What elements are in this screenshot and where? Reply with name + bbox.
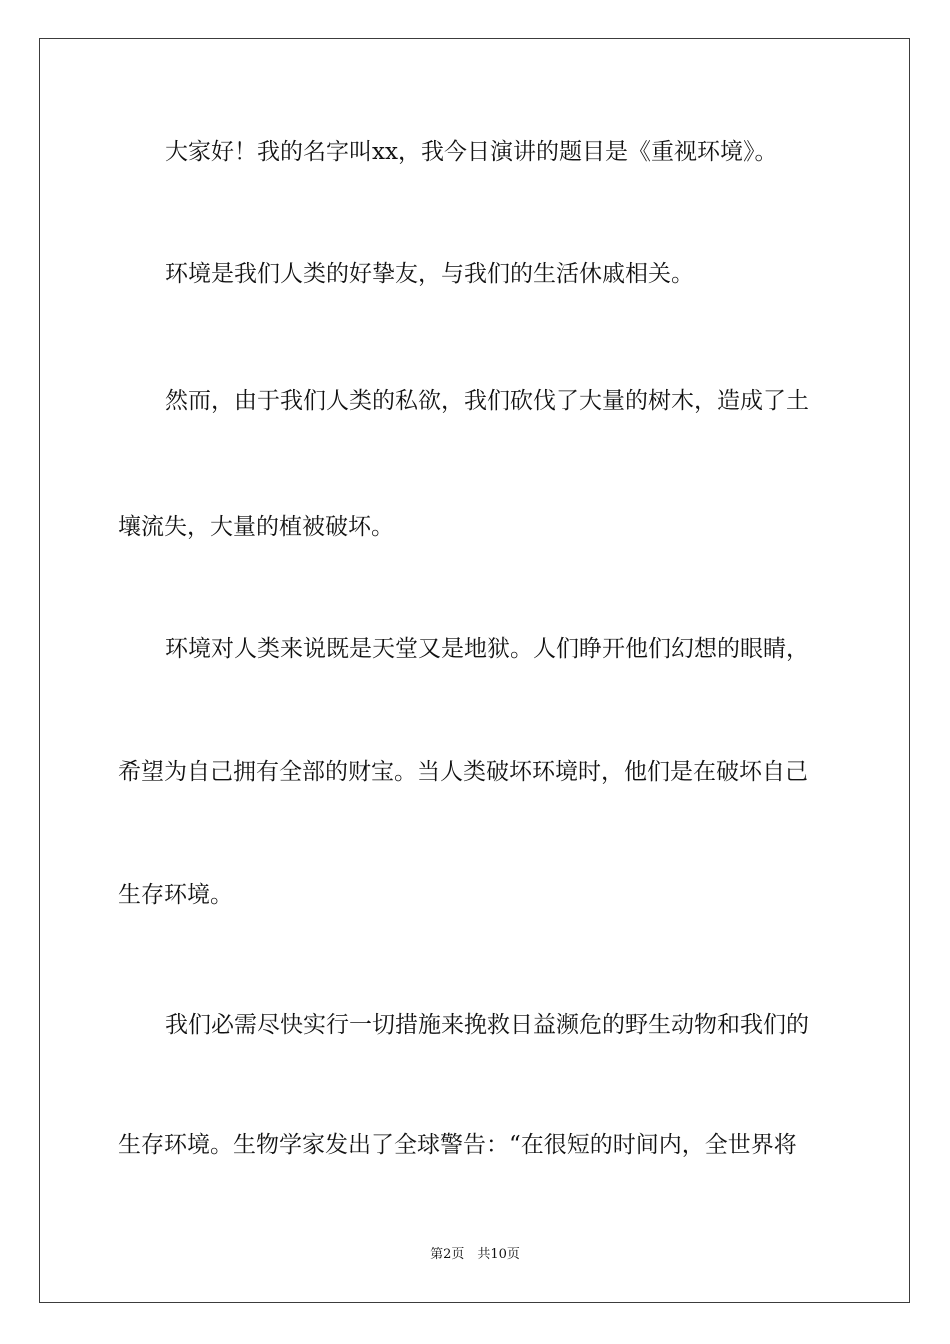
paragraph-deforestation-line-1: 然而，由于我们人类的私欲，我们砍伐了大量的树木，造成了土 [165,388,809,414]
paragraph-heaven-hell-line-3: 生存环境。 [118,882,233,908]
page-number-footer: 第2页 共10页 [430,1247,520,1262]
paragraph-wildlife-line-1: 我们必需尽快实行一切措施来挽救日益濒危的野生动物和我们的 [165,1012,809,1038]
paragraph-heaven-hell-line-2: 希望为自己拥有全部的财宝。当人类破坏环境时，他们是在破坏自己 [118,759,808,785]
paragraph-heaven-hell-line-1: 环境对人类来说既是天堂又是地狱。人们睁开他们幻想的眼睛， [165,636,809,662]
page-border [39,38,910,1303]
paragraph-deforestation-line-2: 壤流失，大量的植被破坏。 [118,514,394,540]
paragraph-environment-friend: 环境是我们人类的好挚友，与我们的生活休戚相关。 [165,261,694,287]
paragraph-wildlife-line-2: 生存环境。生物学家发出了全球警告：“在很短的时间内，全世界将 [118,1132,797,1158]
paragraph-greeting: 大家好！我的名字叫xx，我今日演讲的题目是《重视环境》。 [165,139,778,165]
